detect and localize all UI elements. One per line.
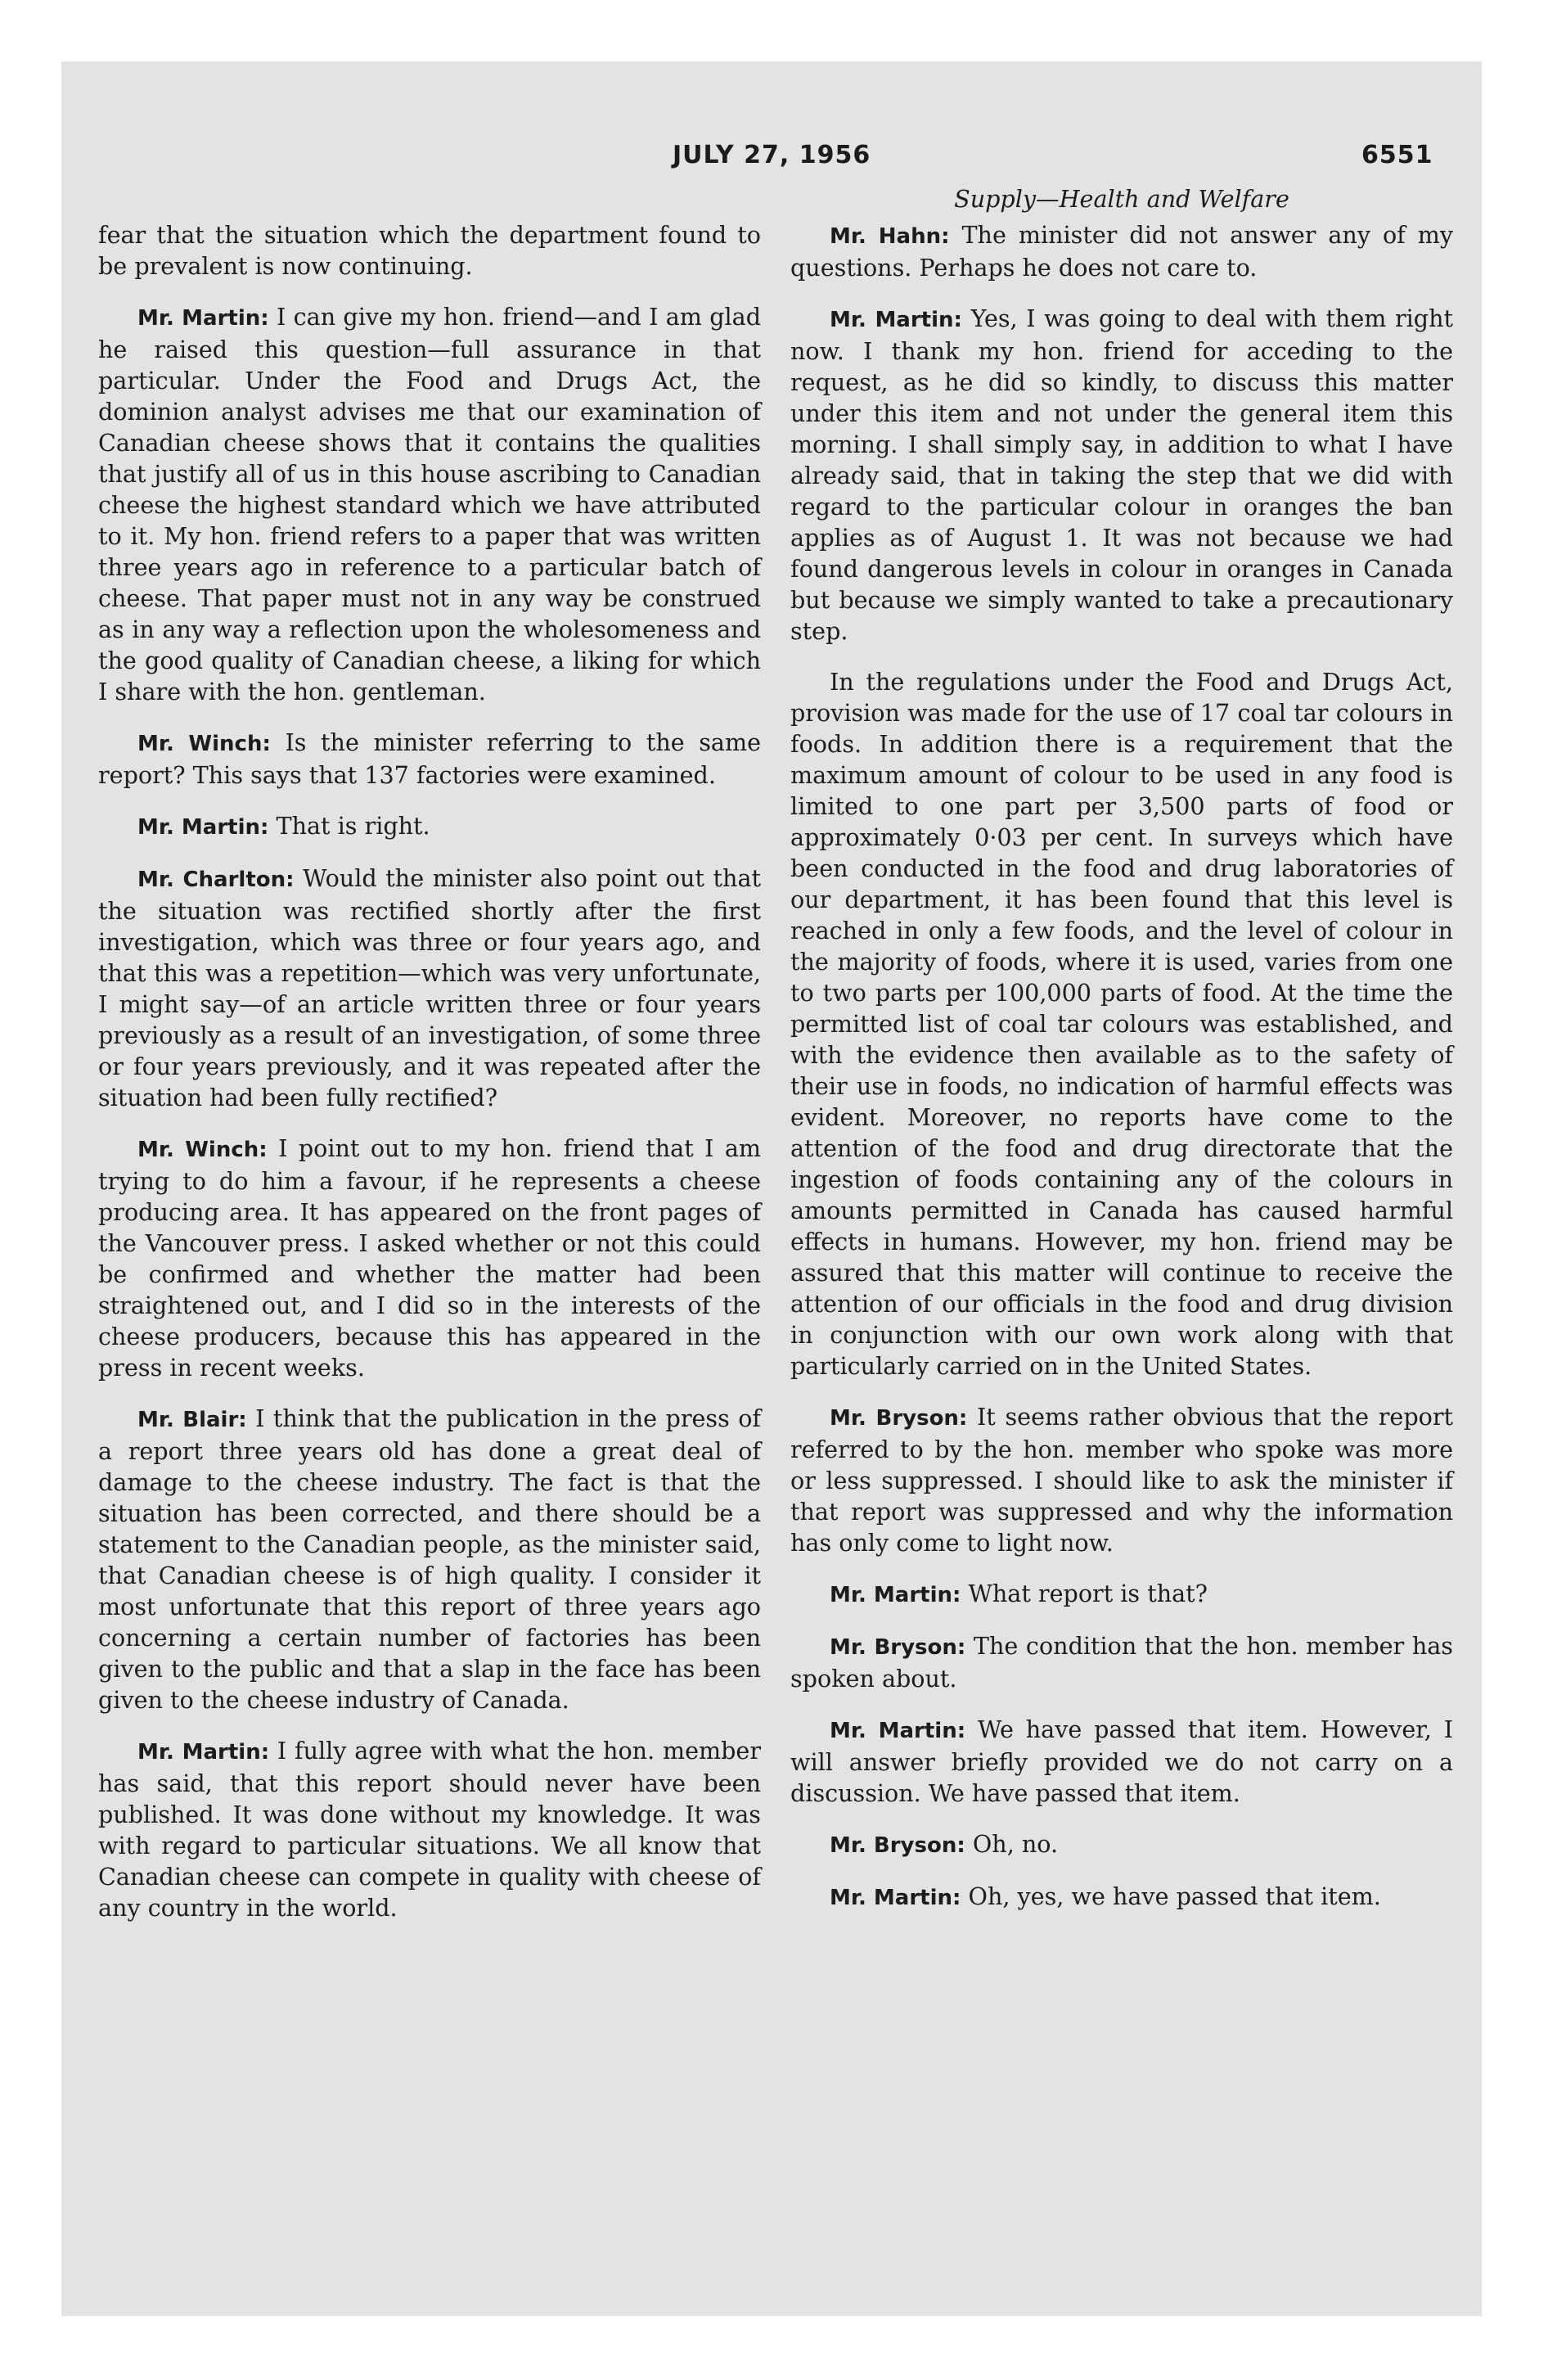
paragraph (790, 666, 1453, 1382)
paragraph-text: I point out to my hon. friend that I am trying to do him a favour, if he represents a cheese producing area. It has appeared on the front pages of the Vancouver press. I asked whether or not this could be confirmed and whether the matter had been straightened out, and I did so in the interests of the cheese producers, because this has appeared in the press in recent weeks. (98, 1134, 762, 1382)
paragraph-text: That is right. (276, 812, 430, 840)
speaker-name: Mr. Hahn: (830, 224, 950, 249)
speaker-name: Mr. Martin: (830, 1583, 961, 1607)
paragraph-text: What report is that? (968, 1580, 1208, 1607)
paragraph-text: The minister did not answer any of my questions. Perhaps he does not care to. (790, 221, 1453, 282)
paragraph (790, 219, 1453, 283)
running-head (0, 141, 1548, 182)
paragraph (98, 727, 761, 791)
paragraph-text: Oh, yes, we have passed that item. (968, 1882, 1381, 1910)
paragraph-text: We have passed that item. However, I will answer briefly provided we do not carry on a discussion. We have passed that item. (790, 1715, 1454, 1807)
section-title: Supply—Health and Welfare (954, 185, 1289, 213)
paragraph-text: It seems rather obvious that the report referred to by the hon. member who spoke was more or less suppressed. I should like to ask the minister if that report was suppressed and why the information has only come to light now. (790, 1403, 1454, 1557)
paragraph (98, 863, 761, 1113)
paragraph (98, 1403, 761, 1715)
speaker-name: Mr. Martin: (830, 308, 962, 332)
paragraph-text: I can give my hon. friend—and I am glad he raised this question—full assurance in that particular. Under the Food and Drugs Act, the dominion analyst advises me that our examination of Canadian cheese shows that it contains the qualities that justify all of us in this house ascribing to Canadian cheese the highest standard which we have attributed to it. My hon. friend refers to a paper that was written three years ago in reference to a particular batch of cheese. That paper must not in any way be construed as in any way a reflection upon the wholesomeness and the good quality of Canadian cheese, a liking for which I share with the hon. gentleman. (98, 303, 762, 705)
speaker-name: Mr. Charlton: (137, 868, 295, 892)
paragraph (98, 810, 761, 843)
speaker-name: Mr. Winch: (137, 1138, 268, 1162)
paragraph-text: Oh, no. (972, 1830, 1059, 1858)
speaker-name: Mr. Martin: (137, 306, 269, 331)
speaker-name: Mr. Martin: (830, 1719, 966, 1743)
paragraph-text: Would the minister also point out that the situation was rectified shortly after the first investigation, which was three or four years ago, and that this was a repetition—which was very unfortunate, I might say—of an article written three or four years previously as a result of an investigation, of some three or four years previously, and it was repeated after the situation had been fully rectified? (98, 864, 761, 1111)
speaker-name: Mr. Martin: (830, 1886, 961, 1910)
paragraph-text: The condition that the hon. member has spoken about. (790, 1632, 1453, 1693)
paragraph-text: I fully agree with what the hon. member has said, that this report should never have been published. It was done without my knowledge. It was with regard to particular situations. We all know that Canadian cheese can compete in quality with cheese of any country in the world. (98, 1737, 762, 1922)
paragraph-text: Yes, I was going to deal with them right now. I thank my hon. friend for acceding to the request, as he did so kindly, to discuss this matter under this item and not under the general item this morning. I shall simply say, in addition to what I have already said, that in taking the step that we did with regard to the particular colour in oranges the ban applies as of August 1. It was not because we had found dangerous levels in colour in oranges in Canada but because we simply wanted to take a precautionary step. (790, 304, 1454, 645)
paragraph (98, 219, 761, 282)
page-number: 6551 (1361, 141, 1433, 169)
speaker-name: Mr. Bryson: (830, 1635, 966, 1660)
paragraph-text: fear that the situation which the department found to be prevalent is now continuing. (98, 221, 761, 280)
left-column (98, 219, 761, 1943)
paragraph (790, 1828, 1453, 1861)
paragraph (790, 1401, 1453, 1558)
paragraph (98, 1133, 761, 1383)
paragraph (790, 1881, 1453, 1913)
paragraph-text: Is the minister referring to the same report? This says that 137 factories were examined. (98, 728, 762, 789)
speaker-name: Mr. Martin: (137, 1740, 270, 1765)
right-column (790, 183, 1453, 1933)
speaker-name: Mr. Blair: (137, 1408, 247, 1432)
speaker-name: Mr. Bryson: (830, 1833, 965, 1858)
speaker-name: Mr. Bryson: (830, 1406, 968, 1431)
paragraph (98, 1735, 761, 1923)
speaker-name: Mr. Winch: (137, 732, 271, 756)
paragraph (98, 301, 761, 707)
paragraph (790, 303, 1453, 647)
paragraph-text: In the regulations under the Food and Drugs Act, provision was made for the use of 17 coal tar colours in foods. In addition there is a requirement that the maximum amount of colour to be used in any food is limited to one part per 3,500 parts of food or approximately 0·03 per cent. In surveys which have been conducted in the food and drug laboratories of our department, it has been found that this level is reached in only a few foods, and the level of colour in the majority of foods, where it is used, varies from one to two parts per 100,000 parts of food. At the time the permitted list of coal tar colours was established, and with the evidence then available as to the safety of their use in foods, no indication of harmful effects was evident. Moreover, no reports have come to the attention of the food and drug directorate that the ingestion of foods containing any of the colours in amounts permitted in Canada has caused harmful effects in humans. However, my hon. friend may be assured that this matter will continue to receive the attention of our officials in the food and drug division in conjunction with our own work along with that particularly carried on in the United States. (790, 668, 1453, 1380)
speaker-name: Mr. Martin: (137, 815, 269, 840)
page-date: JULY 27, 1956 (673, 141, 871, 169)
paragraph (790, 1630, 1453, 1694)
paragraph (790, 1578, 1453, 1611)
paragraph-text: I think that the publication in the press of a report three years old has done a great deal of damage to the cheese industry. The fact is that the situation has been corrected, and there should be a statement to the Canadian people, as the minister said, that Canadian cheese is of high quality. I consider it most unfortunate that this report of three years ago concerning a certain number of factories has been given to the public and that a slap in the face has been given to the cheese industry of Canada. (98, 1404, 761, 1714)
paragraph (790, 1714, 1453, 1809)
